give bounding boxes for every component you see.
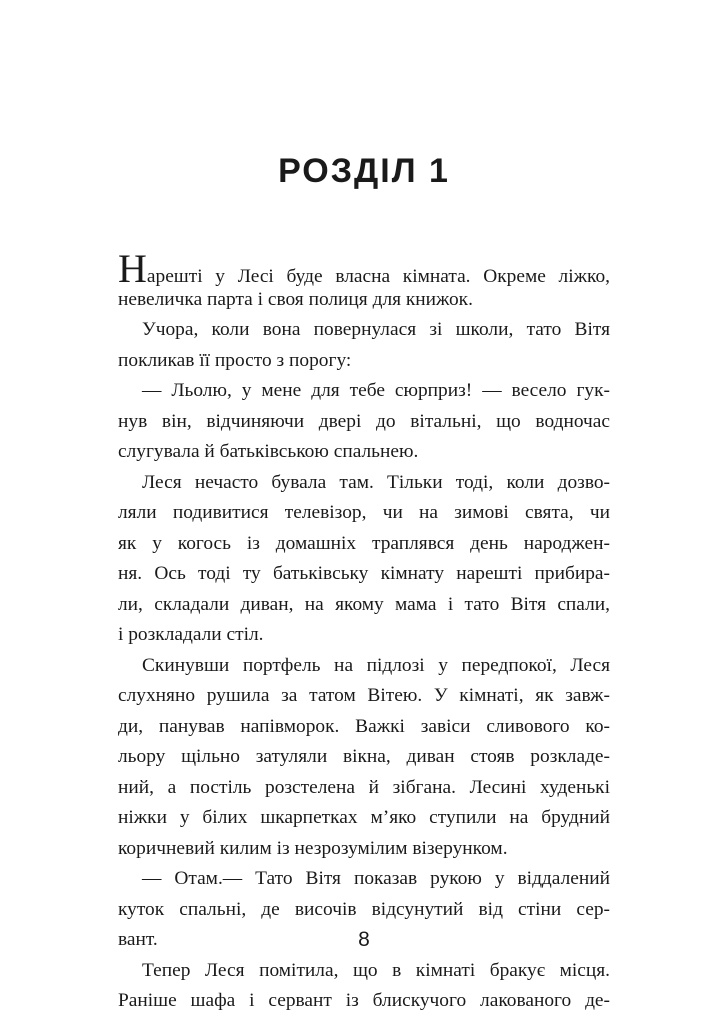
text-line: — Отам.— Тато Вітя показав рукою у віддалений — [142, 868, 610, 889]
chapter-text — [118, 246, 610, 1017]
text-line: ня. Ось тоді ту батьківську кімнату нарешті прибира- — [118, 563, 610, 584]
text-line: вант. — [118, 929, 158, 950]
text-line: ляли подивитися телевізор, чи на зимові свята, чи — [118, 502, 610, 523]
text-line: ди, панував напівморок. Важкі завіси сливового ко- — [118, 715, 610, 737]
chapter-title: РОЗДІЛ 1 — [278, 152, 450, 190]
text-line: куток спальні, де височів відсунутий від стіни сер- — [118, 898, 610, 920]
text-line: ний, а постіль розстелена й зібгана. Лесині худенькі — [118, 776, 610, 798]
text-line: невеличка парта і своя полиця для книжок. — [118, 288, 473, 310]
text-line-content: арешті у Лесі буде власна кімната. Окреме ліжко, — [146, 266, 610, 287]
text-line: Леся нечасто бувала там. Тільки тоді, коли дозво- — [142, 471, 610, 493]
text-line: коричневий килим із незрозумілим візерунком. — [118, 837, 508, 859]
text-line: Тепер Леся помітила, що в кімнаті бракує місця. — [142, 959, 610, 981]
drop-cap: Н — [118, 246, 147, 291]
text-line: ли, складали диван, на якому мама і тато Вітя спали, — [118, 593, 610, 615]
text-line: нув він, відчиняючи двері до вітальні, що водночас — [118, 410, 610, 432]
text-line: слугувала й батьківською спальнею. — [118, 441, 419, 462]
text-line: покликав її просто з порогу: — [118, 349, 352, 371]
text-line: як у когось із домашніх траплявся день народжен- — [118, 532, 610, 554]
text-line: Раніше шафа і сервант із блискучого лакованого де- — [118, 990, 610, 1011]
text-line: слухняно рушила за татом Вітею. У кімнаті, як завж- — [118, 685, 610, 706]
text-line: ніжки у білих шкарпетках м’яко ступили на брудний — [118, 807, 610, 828]
text-line: — Льолю, у мене для тебе сюрприз! — весело гук- — [142, 380, 610, 401]
page-number: 8 — [358, 928, 370, 951]
text-line: льору щільно затуляли вікна, диван стояв розкладе- — [118, 746, 610, 767]
text-line — [118, 246, 610, 291]
text-line: Скинувши портфель на підлозі у передпокої, Леся — [142, 654, 610, 676]
text-line: і розкладали стіл. — [118, 624, 264, 645]
text-line: Учора, коли вона повернулася зі школи, тато Вітя — [142, 319, 610, 340]
